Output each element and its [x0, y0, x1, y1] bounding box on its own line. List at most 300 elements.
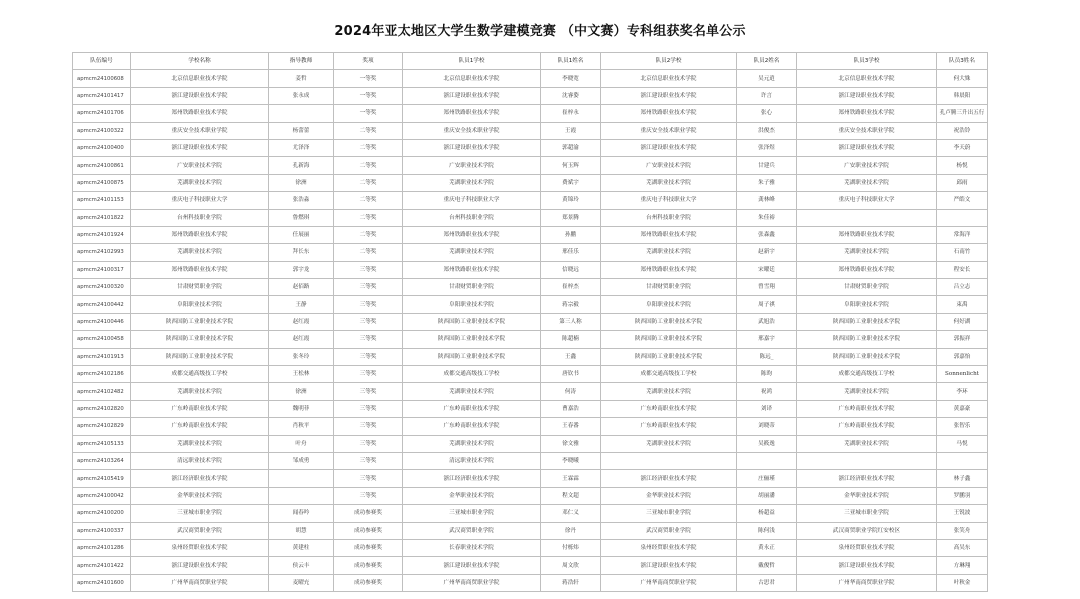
member3-school-cell: [797, 209, 937, 226]
member3-school-cell: [797, 452, 937, 469]
advisor-cell: 王静: [269, 296, 334, 313]
table-row: [73, 470, 988, 487]
award-cell: 三等奖: [334, 487, 403, 504]
school-cell: 重庆安全技术职业学院: [131, 122, 269, 139]
member1-school-cell: 陕西国防工业职业技术学院: [403, 348, 541, 365]
member2-school-cell: 陕西国防工业职业技术学院: [601, 331, 737, 348]
member2-school-cell: 武汉商贸职业学院: [601, 522, 737, 539]
member2-school-cell: 台州科技职业学院: [601, 209, 737, 226]
award-cell: 二等奖: [334, 226, 403, 243]
team-id-cell: apmcm24100446: [73, 313, 131, 330]
advisor-cell: 肖秋平: [269, 418, 334, 435]
award-cell: 三等奖: [334, 418, 403, 435]
member1-school-cell: 郑州铁路职业技术学院: [403, 226, 541, 243]
advisor-cell: 张永成: [269, 87, 334, 104]
member3-school-cell: 甘肃财贸职业学院: [797, 279, 937, 296]
advisor-cell: 张浩淼: [269, 192, 334, 209]
member2-name-cell: 吴元逍: [737, 70, 797, 87]
school-cell: 浙江经济职业技术学院: [131, 470, 269, 487]
member1-name-cell: 黄锦玲: [541, 192, 601, 209]
member1-name-cell: 崔梓杰: [541, 279, 601, 296]
member2-school-cell: 广安职业技术学院: [601, 157, 737, 174]
school-cell: 陕西国防工业职业技术学院: [131, 313, 269, 330]
member2-school-cell: 浙江经济职业技术学院: [601, 470, 737, 487]
school-cell: 泉州经贸职业技术学院: [131, 539, 269, 556]
advisor-cell: 张冬玲: [269, 348, 334, 365]
school-cell: 清远职业技术学院: [131, 452, 269, 469]
award-cell: 三等奖: [334, 383, 403, 400]
member2-name-cell: 张森鑫: [737, 226, 797, 243]
team-id-cell: apmcm24101822: [73, 209, 131, 226]
award-cell: 二等奖: [334, 139, 403, 156]
team-id-cell: apmcm24102820: [73, 400, 131, 417]
member1-school-cell: 成都交通高级技工学校: [403, 366, 541, 383]
school-cell: 广安职业技术学院: [131, 157, 269, 174]
member2-name-cell: 宋曜廷: [737, 261, 797, 278]
team-id-cell: apmcm24102829: [73, 418, 131, 435]
member1-name-cell: 王霖霖: [541, 470, 601, 487]
award-cell: 二等奖: [334, 122, 403, 139]
advisor-cell: 徐洲: [269, 174, 334, 191]
team-id-cell: apmcm24102993: [73, 244, 131, 261]
member2-school-cell: 北京信息职业技术学院: [601, 70, 737, 87]
header-team-id: 队伍编号: [73, 53, 131, 70]
member1-name-cell: 蒋宗毅: [541, 296, 601, 313]
school-cell: 郑州铁路职业技术学院: [131, 226, 269, 243]
member1-school-cell: 广东岭南职业技术学院: [403, 400, 541, 417]
member3-school-cell: 浙江经济职业技术学院: [797, 470, 937, 487]
member3-school-cell: 浙江建设职业技术学院: [797, 557, 937, 574]
table-row: [73, 366, 988, 383]
award-cell: 二等奖: [334, 192, 403, 209]
advisor-cell: 赵佰路: [269, 279, 334, 296]
member1-school-cell: 北京信息职业技术学院: [403, 70, 541, 87]
member1-name-cell: 李晓曦: [541, 452, 601, 469]
table-row: [73, 348, 988, 365]
award-cell: 三等奖: [334, 296, 403, 313]
member2-school-cell: 广州华南商贸职业学院: [601, 574, 737, 591]
table-row: [73, 261, 988, 278]
school-cell: 芜湖职业技术学院: [131, 435, 269, 452]
member1-name-cell: 徐文雅: [541, 435, 601, 452]
table-row: [73, 418, 988, 435]
member1-school-cell: 郑州铁路职业技术学院: [403, 261, 541, 278]
school-cell: 北京信息职业技术学院: [131, 70, 269, 87]
member2-name-cell: 张心: [737, 105, 797, 122]
member2-school-cell: 郑州铁路职业技术学院: [601, 226, 737, 243]
award-cell: 二等奖: [334, 174, 403, 191]
member2-name-cell: 祝鸿: [737, 383, 797, 400]
table-row: [73, 383, 988, 400]
member3-school-cell: 陕西国防工业职业技术学院: [797, 313, 937, 330]
member3-name-cell: Sonnenlicht: [937, 366, 988, 383]
table-row: [73, 122, 988, 139]
advisor-cell: 任展丽: [269, 226, 334, 243]
header-award: 奖项: [334, 53, 403, 70]
team-id-cell: apmcm24100337: [73, 522, 131, 539]
team-id-cell: apmcm24101706: [73, 105, 131, 122]
member1-school-cell: 甘肃财贸职业学院: [403, 279, 541, 296]
member2-name-cell: 陈昀: [737, 366, 797, 383]
table-row: [73, 522, 988, 539]
member2-name-cell: 古思君: [737, 574, 797, 591]
member2-school-cell: 重庆安全技术职业学院: [601, 122, 737, 139]
award-cell: 成功参赛奖: [334, 557, 403, 574]
team-id-cell: apmcm24101422: [73, 557, 131, 574]
member3-school-cell: 广东岭南职业技术学院: [797, 418, 937, 435]
team-id-cell: apmcm24102482: [73, 383, 131, 400]
advisor-cell: 侯云丰: [269, 557, 334, 574]
table-row: [73, 192, 988, 209]
member3-school-cell: 广州华南商贸职业学院: [797, 574, 937, 591]
member1-name-cell: 何涛: [541, 383, 601, 400]
member1-school-cell: 浙江建设职业技术学院: [403, 139, 541, 156]
member3-name-cell: 叶秋金: [937, 574, 988, 591]
header-member1-name: 队员1姓名: [541, 53, 601, 70]
member3-school-cell: 浙江建设职业技术学院: [797, 139, 937, 156]
member2-school-cell: 广东岭南职业技术学院: [601, 418, 737, 435]
school-cell: 阜阳职业技术学院: [131, 296, 269, 313]
member2-school-cell: 郑州铁路职业技术学院: [601, 105, 737, 122]
member2-name-cell: 陈何浅: [737, 522, 797, 539]
school-cell: 浙江建设职业技术学院: [131, 139, 269, 156]
member1-name-cell: 郭超渝: [541, 139, 601, 156]
award-cell: 一等奖: [334, 105, 403, 122]
member3-name-cell: 严皓文: [937, 192, 988, 209]
advisor-cell: 徐洲: [269, 383, 334, 400]
member1-name-cell: 信晓远: [541, 261, 601, 278]
award-cell: 一等奖: [334, 87, 403, 104]
member2-school-cell: 芜湖职业技术学院: [601, 435, 737, 452]
member1-name-cell: 曹嘉浩: [541, 400, 601, 417]
header-advisor: 指导教师: [269, 53, 334, 70]
member3-school-cell: 成都交通高级技工学校: [797, 366, 937, 383]
team-id-cell: apmcm24101600: [73, 574, 131, 591]
advisor-cell: 拜长东: [269, 244, 334, 261]
table-row: [73, 400, 988, 417]
member2-school-cell: 陕西国防工业职业技术学院: [601, 313, 737, 330]
member2-school-cell: 泉州经贸职业技术学院: [601, 539, 737, 556]
member1-name-cell: 徐丹: [541, 522, 601, 539]
member3-name-cell: 王锐波: [937, 505, 988, 522]
member1-school-cell: 广安职业技术学院: [403, 157, 541, 174]
member1-school-cell: 阜阳职业技术学院: [403, 296, 541, 313]
advisor-cell: 杨蕾蕾: [269, 122, 334, 139]
table-row: [73, 313, 988, 330]
member3-name-cell: 孔卢腾三升出五行: [937, 105, 988, 122]
member1-name-cell: 邢佳乐: [541, 244, 601, 261]
award-cell: 三等奖: [334, 331, 403, 348]
team-id-cell: apmcm24100400: [73, 139, 131, 156]
advisor-cell: 尤泽泽: [269, 139, 334, 156]
member1-school-cell: 金华职业技术学院: [403, 487, 541, 504]
member2-school-cell: 重庆电子科技职业大学: [601, 192, 737, 209]
member3-name-cell: 郭嘉怡: [937, 348, 988, 365]
table-row: [73, 557, 988, 574]
member3-school-cell: 阜阳职业技术学院: [797, 296, 937, 313]
member2-school-cell: 浙江建设职业技术学院: [601, 87, 737, 104]
member3-school-cell: 三亚城市职业学院: [797, 505, 937, 522]
team-id-cell: apmcm24100322: [73, 122, 131, 139]
school-cell: 郑州铁路职业技术学院: [131, 105, 269, 122]
member2-name-cell: 邢嘉宇: [737, 331, 797, 348]
header-member3-school: 队员3学校: [797, 53, 937, 70]
member2-school-cell: 三亚城市职业学院: [601, 505, 737, 522]
member1-school-cell: 浙江经济职业技术学院: [403, 470, 541, 487]
school-cell: 广州华南商贸职业学院: [131, 574, 269, 591]
table-body: [73, 70, 988, 592]
advisor-cell: [269, 487, 334, 504]
member2-name-cell: 曾雪翔: [737, 279, 797, 296]
table-row: [73, 209, 988, 226]
member2-school-cell: 芜湖职业技术学院: [601, 383, 737, 400]
member3-name-cell: 祝浩铃: [937, 122, 988, 139]
member1-school-cell: 芜湖职业技术学院: [403, 383, 541, 400]
member1-school-cell: 芜湖职业技术学院: [403, 174, 541, 191]
school-cell: 重庆电子科技职业大学: [131, 192, 269, 209]
advisor-cell: 麦曜充: [269, 574, 334, 591]
advisor-cell: 王松林: [269, 366, 334, 383]
school-cell: 芜湖职业技术学院: [131, 174, 269, 191]
page-title: 2024年亚太地区大学生数学建模竞赛 （中文赛）专科组获奖名单公示: [334, 24, 746, 39]
member2-name-cell: 胡丽潘: [737, 487, 797, 504]
school-cell: 郑州铁路职业技术学院: [131, 261, 269, 278]
member1-name-cell: 周文欣: [541, 557, 601, 574]
member2-name-cell: 洪俊杰: [737, 122, 797, 139]
member2-school-cell: 芜湖职业技术学院: [601, 174, 737, 191]
team-id-cell: apmcm24100042: [73, 487, 131, 504]
school-cell: 芜湖职业技术学院: [131, 244, 269, 261]
member3-name-cell: 李环: [937, 383, 988, 400]
award-cell: 一等奖: [334, 70, 403, 87]
award-cell: 二等奖: [334, 244, 403, 261]
school-cell: 芜湖职业技术学院: [131, 383, 269, 400]
member3-name-cell: 郭振祥: [937, 331, 988, 348]
school-cell: 成都交通高级技工学校: [131, 366, 269, 383]
member2-school-cell: 甘肃财贸职业学院: [601, 279, 737, 296]
member3-name-cell: 杨悦: [937, 157, 988, 174]
award-cell: 三等奖: [334, 366, 403, 383]
member1-name-cell: 王春番: [541, 418, 601, 435]
member3-name-cell: 方琳翔: [937, 557, 988, 574]
advisor-cell: 赵红霞: [269, 331, 334, 348]
table-row: [73, 296, 988, 313]
member1-name-cell: 陈超楠: [541, 331, 601, 348]
table-row: [73, 574, 988, 591]
member3-name-cell: 马悦: [937, 435, 988, 452]
award-cell: 三等奖: [334, 452, 403, 469]
member3-school-cell: 重庆电子科技职业大学: [797, 192, 937, 209]
header-member2-name: 队员2姓名: [737, 53, 797, 70]
member2-name-cell: 龚林峰: [737, 192, 797, 209]
school-cell: 三亚城市职业学院: [131, 505, 269, 522]
member3-name-cell: 何大姝: [937, 70, 988, 87]
table-row: [73, 539, 988, 556]
member2-school-cell: 陕西国防工业职业技术学院: [601, 348, 737, 365]
table-row: [73, 487, 988, 504]
team-id-cell: apmcm24100861: [73, 157, 131, 174]
member3-school-cell: 郑州铁路职业技术学院: [797, 261, 937, 278]
team-id-cell: apmcm24100320: [73, 279, 131, 296]
member3-school-cell: 芜湖职业技术学院: [797, 383, 937, 400]
member3-name-cell: 李天蔚: [937, 139, 988, 156]
member1-school-cell: 重庆电子科技职业大学: [403, 192, 541, 209]
member2-name-cell: 庄俪瑾: [737, 470, 797, 487]
member3-school-cell: 武汉商贸职业学院红安校区: [797, 522, 937, 539]
team-id-cell: apmcm24101417: [73, 87, 131, 104]
header-school: 学校名称: [131, 53, 269, 70]
member1-school-cell: 陕西国防工业职业技术学院: [403, 313, 541, 330]
member2-name-cell: 赵新宇: [737, 244, 797, 261]
advisor-cell: [269, 105, 334, 122]
member1-school-cell: 郑州铁路职业技术学院: [403, 105, 541, 122]
member1-school-cell: 广州华南商贸职业学院: [403, 574, 541, 591]
table-row: [73, 435, 988, 452]
member2-name-cell: 戴俊哲: [737, 557, 797, 574]
member2-school-cell: 浙江建设职业技术学院: [601, 139, 737, 156]
table-row: [73, 279, 988, 296]
member1-name-cell: 何玉辉: [541, 157, 601, 174]
table-row: [73, 105, 988, 122]
member3-name-cell: 黄嘉豪: [937, 400, 988, 417]
member1-school-cell: 浙江建设职业技术学院: [403, 557, 541, 574]
award-cell: 二等奖: [334, 209, 403, 226]
member2-name-cell: 武旭浩: [737, 313, 797, 330]
school-cell: 浙江建设职业技术学院: [131, 557, 269, 574]
member2-name-cell: 杨超益: [737, 505, 797, 522]
award-cell: 三等奖: [334, 313, 403, 330]
school-cell: 广东岭南职业技术学院: [131, 418, 269, 435]
advisor-cell: 闻春吟: [269, 505, 334, 522]
member3-school-cell: 陕西国防工业职业技术学院: [797, 331, 937, 348]
advisor-cell: 黄建柱: [269, 539, 334, 556]
team-id-cell: apmcm24100608: [73, 70, 131, 87]
member2-name-cell: 周子祺: [737, 296, 797, 313]
school-cell: 浙江建设职业技术学院: [131, 87, 269, 104]
team-id-cell: apmcm24101913: [73, 348, 131, 365]
header-member2-school: 队员2学校: [601, 53, 737, 70]
header-row: [73, 53, 988, 70]
member1-name-cell: 邓仁义: [541, 505, 601, 522]
member1-name-cell: 孙鹏: [541, 226, 601, 243]
member3-name-cell: 高吴东: [937, 539, 988, 556]
member2-name-cell: 朱子雅: [737, 174, 797, 191]
team-id-cell: apmcm24100317: [73, 261, 131, 278]
member1-name-cell: 李晓宽: [541, 70, 601, 87]
table-row: [73, 226, 988, 243]
member1-school-cell: 台州科技职业学院: [403, 209, 541, 226]
table-row: [73, 139, 988, 156]
school-cell: 武汉商贸职业学院: [131, 522, 269, 539]
member3-school-cell: 郑州铁路职业技术学院: [797, 105, 937, 122]
member2-name-cell: 朱佳裕: [737, 209, 797, 226]
member2-school-cell: 广东岭南职业技术学院: [601, 400, 737, 417]
school-cell: 台州科技职业学院: [131, 209, 269, 226]
school-cell: 陕西国防工业职业技术学院: [131, 348, 269, 365]
member1-school-cell: 三亚城市职业学院: [403, 505, 541, 522]
member1-school-cell: 武汉商贸职业学院: [403, 522, 541, 539]
member3-school-cell: 郑州铁路职业技术学院: [797, 226, 937, 243]
member2-school-cell: [601, 452, 737, 469]
member2-school-cell: 芜湖职业技术学院: [601, 244, 737, 261]
table-row: [73, 331, 988, 348]
school-cell: 甘肃财贸职业学院: [131, 279, 269, 296]
school-cell: 广东岭南职业技术学院: [131, 400, 269, 417]
header-member1-school: 队员1学校: [403, 53, 541, 70]
member1-name-cell: 沈睿姿: [541, 87, 601, 104]
member3-school-cell: 广东岭南职业技术学院: [797, 400, 937, 417]
member1-school-cell: 陕西国防工业职业技术学院: [403, 331, 541, 348]
member1-school-cell: 清远职业技术学院: [403, 452, 541, 469]
member2-school-cell: 郑州铁路职业技术学院: [601, 261, 737, 278]
advisor-cell: [269, 470, 334, 487]
member3-school-cell: 广安职业技术学院: [797, 157, 937, 174]
school-cell: 金华职业技术学院: [131, 487, 269, 504]
member3-name-cell: 张智乐: [937, 418, 988, 435]
school-cell: 陕西国防工业职业技术学院: [131, 331, 269, 348]
member2-name-cell: [737, 452, 797, 469]
member1-name-cell: 崔梓永: [541, 105, 601, 122]
member1-name-cell: 王鑫: [541, 348, 601, 365]
member2-school-cell: 浙江建设职业技术学院: [601, 557, 737, 574]
advisor-cell: 魏明菲: [269, 400, 334, 417]
award-cell: 成功参赛奖: [334, 574, 403, 591]
team-id-cell: apmcm24102186: [73, 366, 131, 383]
award-cell: 成功参赛奖: [334, 505, 403, 522]
member3-name-cell: 程安长: [937, 261, 988, 278]
table-row: [73, 505, 988, 522]
member3-name-cell: [937, 209, 988, 226]
advisor-cell: 赵红霞: [269, 313, 334, 330]
member1-name-cell: 程文超: [541, 487, 601, 504]
member2-name-cell: 黄永正: [737, 539, 797, 556]
member3-school-cell: 陕西国防工业职业技术学院: [797, 348, 937, 365]
award-cell: 三等奖: [334, 470, 403, 487]
advisor-cell: 叶舟: [269, 435, 334, 452]
award-cell: 三等奖: [334, 435, 403, 452]
table-row: [73, 70, 988, 87]
team-id-cell: apmcm24100200: [73, 505, 131, 522]
member1-name-cell: 王霞: [541, 122, 601, 139]
member3-name-cell: 罗鹏羽: [937, 487, 988, 504]
member1-name-cell: 唐钦书: [541, 366, 601, 383]
member2-name-cell: 张泽煜: [737, 139, 797, 156]
member3-school-cell: 浙江建设职业技术学院: [797, 87, 937, 104]
award-cell: 成功参赛奖: [334, 522, 403, 539]
member1-school-cell: 浙江建设职业技术学院: [403, 87, 541, 104]
team-id-cell: apmcm24100442: [73, 296, 131, 313]
award-cell: 三等奖: [334, 279, 403, 296]
member3-name-cell: 邱雨: [937, 174, 988, 191]
team-id-cell: apmcm24101153: [73, 192, 131, 209]
award-cell: 二等奖: [334, 157, 403, 174]
member3-name-cell: 吕立志: [937, 279, 988, 296]
award-cell: 三等奖: [334, 261, 403, 278]
member3-school-cell: 芜湖职业技术学院: [797, 435, 937, 452]
header-member3-name: 队员3姓名: [937, 53, 988, 70]
table-row: [73, 244, 988, 261]
team-id-cell: apmcm24105419: [73, 470, 131, 487]
awards-table: [72, 52, 988, 592]
member1-name-cell: 付栎炜: [541, 539, 601, 556]
member3-name-cell: 林子鑫: [937, 470, 988, 487]
table-row: [73, 452, 988, 469]
team-id-cell: apmcm24100875: [73, 174, 131, 191]
team-id-cell: apmcm24105133: [73, 435, 131, 452]
member3-school-cell: 金华职业技术学院: [797, 487, 937, 504]
award-cell: 成功参赛奖: [334, 539, 403, 556]
team-id-cell: apmcm24101286: [73, 539, 131, 556]
